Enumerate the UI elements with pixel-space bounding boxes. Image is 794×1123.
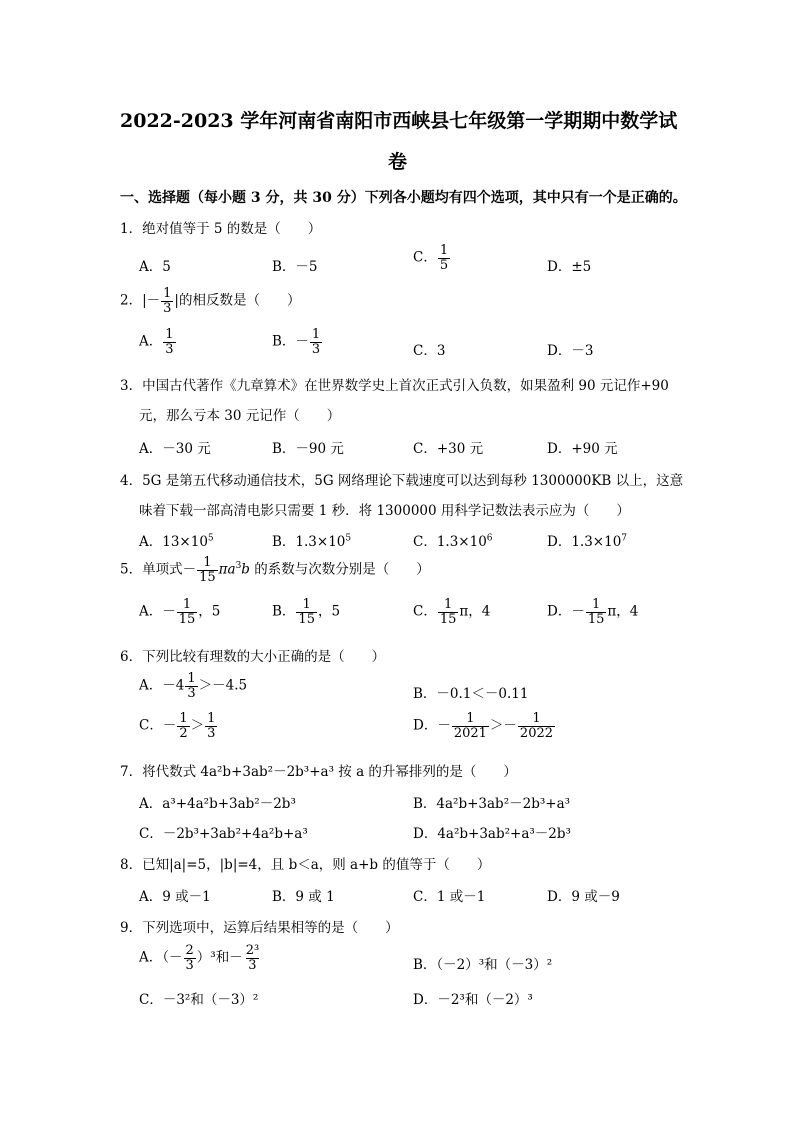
q2-option-c: C．3 <box>413 343 446 359</box>
q4-option-b: B．$1.3\times 10^5$ <box>272 533 352 550</box>
q3-option-b: B．－90 元 <box>272 441 344 457</box>
q8-option-d: D．9 或－9 <box>547 889 620 905</box>
question-3-line-1: 3．中国古代著作《九章算术》在世界数学史上首次正式引入负数，如果盈利 90 元记作+90 <box>120 378 669 394</box>
q1-option-d: D．±5 <box>547 259 592 275</box>
title-line-2: 卷 <box>388 151 408 173</box>
question-6-stem: 6．下列比较有理数的大小正确的是（ ） <box>120 649 386 665</box>
q3-option-c: C．+30 元 <box>413 441 484 457</box>
q3-option-a: A．－30 元 <box>139 441 211 457</box>
q4-option-c: C．$1.3\times 10^6$ <box>413 533 493 550</box>
q4-option-d: D．$1.3\times 10^7$ <box>547 533 628 550</box>
q7-option-a: A．a³+4a²b+3ab²－2b³ <box>139 796 296 812</box>
q2-option-d: D．－3 <box>547 343 594 359</box>
q7-option-c: C．－2b³+3ab²+4a²b+a³ <box>139 826 308 842</box>
question-4-line-1: 4．5G 是第五代移动通信技术，5G 网络理论下载速度可以达到每秒 1300000KB 以上，这意 <box>120 473 684 489</box>
q9-option-b: B．（－2）³和（－3）² <box>413 957 553 973</box>
q9-option-c: C．－3²和（－3）² <box>139 992 259 1008</box>
q1-option-b: B．－5 <box>272 259 318 275</box>
q8-option-c: C．1 或－1 <box>413 889 486 905</box>
q7-option-d: D．4a²b+3ab²+a³－2b³ <box>413 826 571 842</box>
q2-option-b: B．－ $\frac{1}{3}$ <box>272 327 321 357</box>
q3-option-d: D．+90 元 <box>547 441 618 457</box>
q9-option-a: A．（－ $\frac{2}{3}$ ）³和－ $\frac{\text{2³}}{3}$ <box>139 943 260 973</box>
question-8-stem: 8．已知|a|=5，|b|=4，且 b＜a，则 a+b 的值等于（ ） <box>120 857 491 873</box>
q5-option-c: C． $\frac{1}{15}$ π，4 <box>413 597 491 627</box>
question-5-stem: 5．单项式－ $\frac{1}{15}$ $\pi a^3b$ 的系数与次数分别是（ ） <box>120 555 430 585</box>
q1-option-c: C． $\frac{1}{5}$ <box>413 243 449 273</box>
q9-option-d: D．－2³和（－2）³ <box>413 992 533 1008</box>
question-7-stem: 7．将代数式 4a²b+3ab²－2b³+a³ 按 a 的升幂排列的是（ ） <box>120 764 517 780</box>
q5-option-a: A．－ $\frac{1}{15}$ ，5 <box>139 597 221 627</box>
q2-option-a: A． $\frac{1}{3}$ <box>139 327 174 357</box>
q8-option-b: B．9 或 1 <box>272 889 335 905</box>
section-heading: 一、选择题（每小题 3 分，共 30 分）下列各小题均有四个选项，其中只有一个是正确的。 <box>120 190 687 206</box>
q6-option-b: B．－0.1＜－0.11 <box>413 686 529 702</box>
q4-option-a: A．$13\times 10^5$ <box>139 533 214 550</box>
title-line-1: 2022-2023 学年河南省南阳市西峡县七年级第一学期期中数学试 <box>120 110 678 132</box>
q8-option-a: A．9 或－1 <box>139 889 211 905</box>
q5-option-b: B． $\frac{1}{15}$ ，5 <box>272 597 341 627</box>
question-9-stem: 9．下列选项中，运算后结果相等的是（ ） <box>120 920 399 936</box>
fraction: $\frac{1}{5}$ <box>439 243 449 273</box>
q5-option-d: D．－ $\frac{1}{15}$ π，4 <box>547 597 639 627</box>
question-3-line-2: 元，那么亏本 30 元记作（ ） <box>139 408 341 424</box>
q6-option-c: C．－ $\frac{1}{2}$ ＞ $\frac{1}{3}$ <box>139 711 216 741</box>
q1-option-a: A．5 <box>139 259 171 275</box>
q6-option-a: A．－4 $\frac{1}{3}$ ＞－4.5 <box>139 671 248 701</box>
fraction: $\frac{1}{3}$ <box>163 286 172 316</box>
question-2-stem: 2．|－ $\frac{1}{3}$ |的相反数是（ ） <box>120 286 301 316</box>
question-4-line-2: 味着下载一部高清电影只需要 1 秒．将 1300000 用科学记数法表示应为（ ） <box>139 503 630 519</box>
question-1-stem: 1．绝对值等于 5 的数是（ ） <box>120 221 322 237</box>
q6-option-d: D．－ $\frac{1}{2021}$ ＞－ $\frac{1}{2022}$ <box>413 711 554 741</box>
q7-option-b: B．4a²b+3ab²－2b³+a³ <box>413 796 571 812</box>
